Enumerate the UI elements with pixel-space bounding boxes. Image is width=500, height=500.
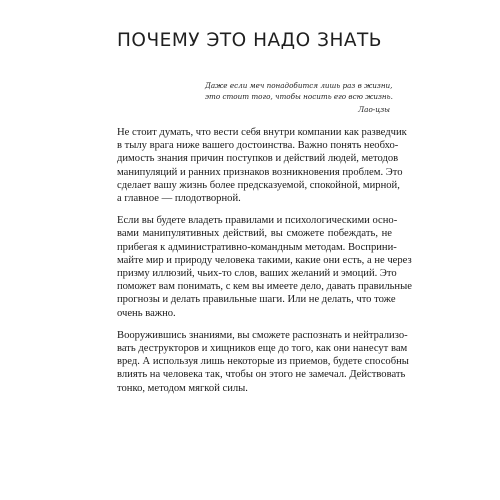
text-line: в тылу врага ниже вашего достоинства. Важно понять необхо- [117,140,399,152]
paragraph-3 [117,329,409,395]
text-line: тонко, методом мягкой силы. [117,382,248,394]
body-text [117,126,412,404]
text-line: манипуляций и ранних признаков возникновения проблем. Это [117,166,403,178]
text-line: вать деструкторов и хищников еще до того, как они нанесут вам [117,343,408,355]
text-line: майте мир и природу человека такими, какие они есть, а не через [117,254,412,266]
epigraph-line: это стоит того, чтобы носить его всю жизнь. [205,92,393,101]
text-line: влиять на человека так, чтобы он этого не замечал. Действовать [117,369,406,381]
paragraph-2 [117,214,412,320]
epigraph-line: Даже если меч понадобится лишь раз в жизни, [205,81,393,90]
text-line: призму иллюзий, чьих-то слов, ваших желаний и эмоций. Это [117,268,397,280]
chapter-title: ПОЧЕМУ ЭТО НАДО ЗНАТЬ [117,30,383,51]
text-line: сделает вашу жизнь более предсказуемой, спокойной, мирной, [117,179,400,191]
text-line: прогнозы и делать правильные шаги. Или не делать, что тоже [117,294,396,306]
text-line: а главное — плодотворной. [117,193,241,205]
epigraph [205,80,393,115]
text-line: вред. А используя лишь некоторые из приемов, будете способны [117,356,409,368]
text-line: Вооружившись знаниями, вы сможете распознать и нейтрализо- [117,329,408,341]
text-line: димость знания причин поступков и действий людей, методов [117,153,399,165]
paragraph-1 [117,126,407,205]
text-line: Не стоит думать, что вести себя внутри компании как разведчик [117,127,407,138]
text-line: прибегая к административно-командным методам. Восприни- [117,241,397,253]
text-line: поможет вам понимать, с кем вы имеете дело, давать правильные [117,281,412,293]
epigraph-author: Лао-цзы [358,105,390,114]
text-line: Если вы будете владеть правилами и психологическими осно- [117,215,398,227]
text-line: вами манипулятивных действий, вы сможете побеждать, не [117,228,392,240]
text-line: очень важно. [117,307,176,319]
